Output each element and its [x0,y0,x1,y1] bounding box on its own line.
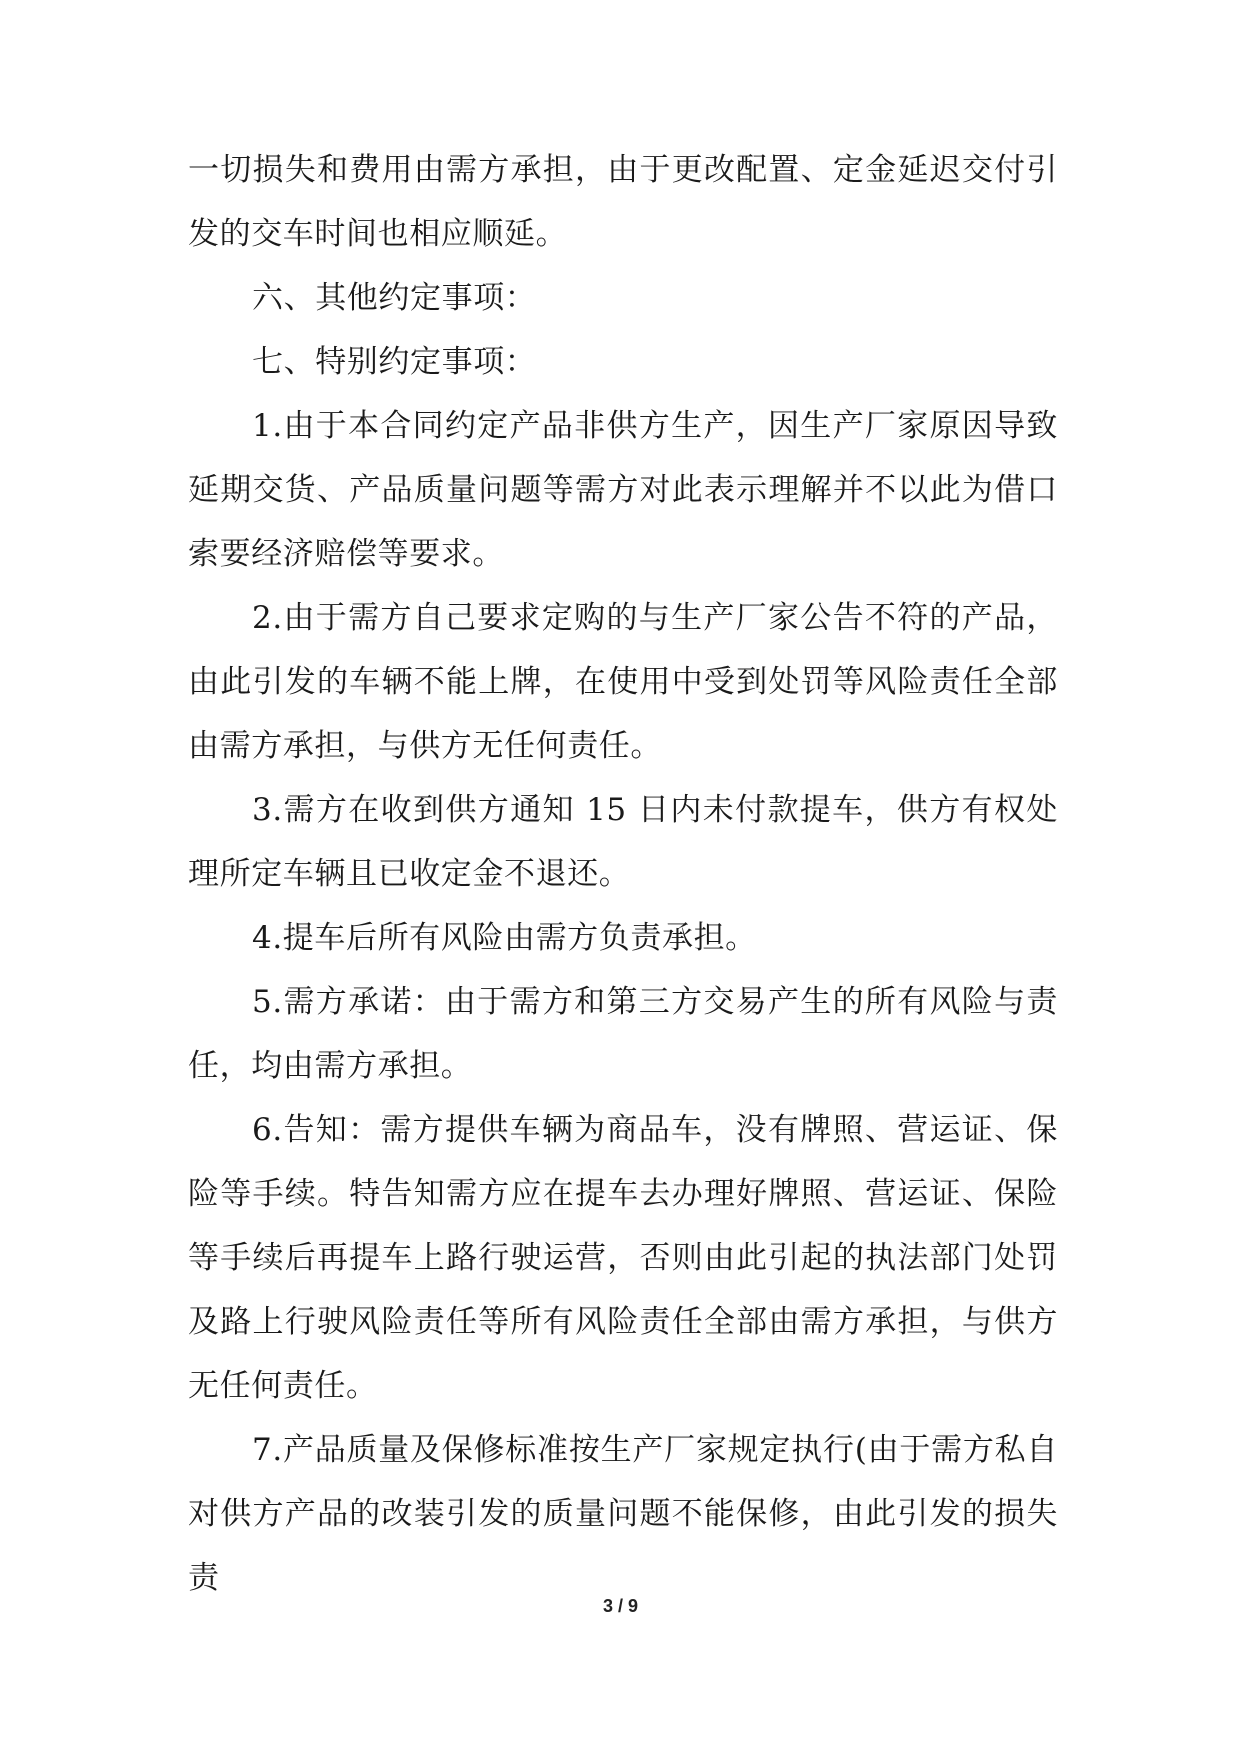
page-number: 3 / 9 [602,1596,639,1616]
paragraph-7: 4.提车后所有风险由需方负责承担。 [252,920,757,956]
paragraph-5: 2.由于需方自己要求定购的与生产厂家公告不符的产品，由此引发的车辆不能上牌，在使用中受到处罚等风险责任全部由需方承担，与供方无任何责任。 [188,600,1058,764]
paragraph-10: 7.产品质量及保修标准按生产厂家规定执行(由于需方私自对供方产品的改装引发的质量问题不能保修，由此引发的损失责 [188,1432,1058,1596]
paragraph-2: 六、其他约定事项： [252,280,537,316]
paragraph-1: 一切损失和费用由需方承担，由于更改配置、定金延迟交付引发的交车时间也相应顺延。 [188,152,1058,252]
document-body [188,138,1058,1610]
paragraph-9: 6.告知：需方提供车辆为商品车，没有牌照、营运证、保险等手续。特告知需方应在提车去办理好牌照、营运证、保险等手续后再提车上路行驶运营，否则由此引起的执法部门处罚及路上行驶风险责任等所有风险责任全部由需方承担，与供方无任何责任。 [188,1112,1058,1404]
paragraph-8: 5.需方承诺：由于需方和第三方交易产生的所有风险与责任，均由需方承担。 [188,984,1058,1084]
paragraph-6: 3.需方在收到供方通知 15 日内未付款提车，供方有权处理所定车辆且已收定金不退还。 [188,792,1058,892]
paragraph-4: 1.由于本合同约定产品非供方生产，因生产厂家原因导致延期交货、产品质量问题等需方对此表示理解并不以此为借口索要经济赔偿等要求。 [188,408,1058,572]
paragraph-3: 七、特别约定事项： [252,344,537,380]
